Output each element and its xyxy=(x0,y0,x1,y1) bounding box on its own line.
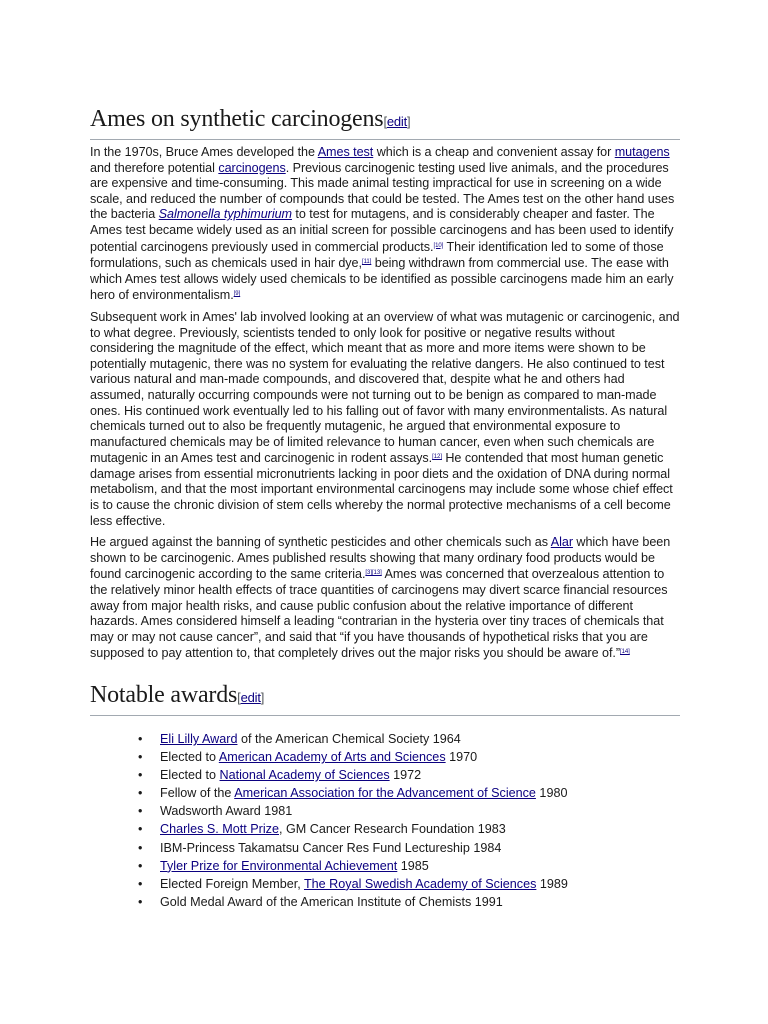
list-item xyxy=(138,857,680,875)
award-link[interactable]: American Academy of Arts and Sciences xyxy=(218,750,446,765)
text: Ames was concerned that overzealous attention to the relatively minor health effects of trace quantities of carcinogens may divert scarce financial resources away from major health risks, and cause public confusion about the relative importance of different hazards. Ames considered himself a leading “contrarian in the hysteria over tiny traces of chemicals that may or may not cause cancer”, and said that “if you have thousands of hypothetical risks that you are supposed to pay attention to, that completely drives out the major risks you should be aware of.” xyxy=(90,567,668,661)
text: to test for mutagens, and is considerably cheaper and faster. The Ames test became widely used as an initial screen for possible carcinogens and has been used to identify potential carcinogens previously used in commercial products. xyxy=(90,207,674,254)
paragraph-2 xyxy=(90,310,680,529)
section-heading xyxy=(90,680,680,716)
link-ames-test[interactable]: Ames test xyxy=(317,145,374,159)
citation-ref[interactable]: [12] xyxy=(432,454,442,461)
citation-ref[interactable]: [10] xyxy=(433,242,444,249)
citation-ref[interactable]: [11] xyxy=(361,259,372,266)
text: which have been shown to be carcinogenic. Ames published results showing that many ordinary food products would be found carcinogenic according to the same criteria. xyxy=(90,535,671,582)
edit-link[interactable]: edit xyxy=(386,114,408,129)
edit-section-link: [edit] xyxy=(383,114,411,129)
text: , GM Cancer Research Foundation 1983 xyxy=(278,822,506,837)
article-content xyxy=(90,104,680,911)
text: Gold Medal Award of the American Institute of Chemists 1991 xyxy=(160,894,503,909)
section-heading xyxy=(90,104,680,140)
list-item xyxy=(138,875,680,893)
text: Fellow of the xyxy=(160,786,235,801)
link-mutagens[interactable]: mutagens xyxy=(614,145,670,159)
text: Wadsworth Award 1981 xyxy=(160,804,293,819)
section-synthetic-carcinogens xyxy=(90,104,680,662)
text: 1989 xyxy=(536,876,568,891)
award-link[interactable]: Eli Lilly Award xyxy=(160,732,238,746)
list-item xyxy=(138,766,680,784)
award-link[interactable]: Tyler Prize for Environmental Achievement xyxy=(160,858,398,873)
section-title: Ames on synthetic carcinogens xyxy=(90,106,384,132)
text: 1985 xyxy=(397,858,429,873)
list-item xyxy=(138,839,680,857)
citation-ref[interactable]: [3][13] xyxy=(365,570,382,577)
list-item xyxy=(138,784,680,802)
list-item xyxy=(138,730,680,748)
text: and therefore potential xyxy=(90,160,219,175)
text: Elected to xyxy=(160,750,219,765)
text: Subsequent work in Ames' lab involved looking at an overview of what was mutagenic or carcinogenic, and to what degree. Previously, scientists tended to only look for positive or negative results without considering the magnitude of the effect, which meant that as more and more items were shown to be potentially mutagenic, there was no system for evaluating the relative dangers. He also continued to test various natural and man-made compounds, and discovered that, despite what he and others had assumed, naturally occurring compounds were not turning out to be benign as compared to man-made ones. His continued work eventually led to his falling out of favor with many environmentalists. As natural chemicals turned out to also be frequently mutagenic, he argued that environmental exposure to manufactured chemicals may be of limited relevance to human cancer, even when such chemicals are mutagenic in an Ames test and carcinogenic in rodent assays. xyxy=(90,309,680,466)
text: He contended that most human genetic damage arises from essential micronutrients lacking in poor diets and the oxidation of DNA during normal metabolism, and that the most important environmental carcinogens may include some whose chief effect is to cause the chronic division of stem cells whereby the normal protective mechanisms of a cell become less effective. xyxy=(90,451,673,528)
paragraph-3 xyxy=(90,535,680,662)
list-item xyxy=(138,820,680,838)
text: being withdrawn from commercial use. The ease with which Ames test allows widely used chemicals to be identified as possible carcinogens made him an early hero of environmentalism. xyxy=(90,256,674,303)
text: . Previous carcinogenic testing used live animals, and the procedures are expensive and time-consuming. This made animal testing impractical for use in screening on a wide scale, and reduced the number of compounds that could be tested. The Ames test on the other hand uses the bacteria xyxy=(90,160,675,222)
text: 1970 xyxy=(445,750,478,765)
text: Elected to xyxy=(160,768,220,783)
list-item xyxy=(138,802,680,820)
section-title: Notable awards xyxy=(90,682,238,708)
text: 1972 xyxy=(389,768,422,783)
text: IBM-Princess Takamatsu Cancer Res Fund Lectureship 1984 xyxy=(160,840,502,855)
text: Their identification led to some of those formulations, such as chemicals used in hair dye, xyxy=(90,239,664,271)
edit-section-link: [edit] xyxy=(237,690,265,705)
text: In the 1970s, Bruce Ames developed the xyxy=(90,145,318,159)
list-item xyxy=(138,893,680,911)
citation-ref[interactable]: [9] xyxy=(233,291,241,298)
text: Elected Foreign Member, xyxy=(160,876,304,891)
link-salmonella[interactable]: Salmonella typhimurium xyxy=(158,207,292,222)
text: which is a cheap and convenient assay for xyxy=(373,145,615,159)
text: He argued against the banning of synthetic pesticides and other chemicals such as xyxy=(90,535,551,550)
text: 1980 xyxy=(535,786,568,801)
award-link[interactable]: The Royal Swedish Academy of Sciences xyxy=(303,876,537,891)
awards-list xyxy=(90,730,680,911)
section-notable-awards xyxy=(90,680,680,911)
link-alar[interactable]: Alar xyxy=(550,535,573,550)
award-link[interactable]: Charles S. Mott Prize xyxy=(160,822,279,837)
award-link[interactable]: National Academy of Sciences xyxy=(219,768,390,783)
edit-link[interactable]: edit xyxy=(240,690,261,705)
award-link[interactable]: American Association for the Advancement of Science xyxy=(234,786,536,801)
paragraph-1 xyxy=(90,145,680,304)
text: of the American Chemical Society 1964 xyxy=(237,732,461,746)
list-item xyxy=(138,748,680,766)
link-carcinogens[interactable]: carcinogens xyxy=(218,160,286,175)
citation-ref[interactable]: [14] xyxy=(619,649,630,656)
